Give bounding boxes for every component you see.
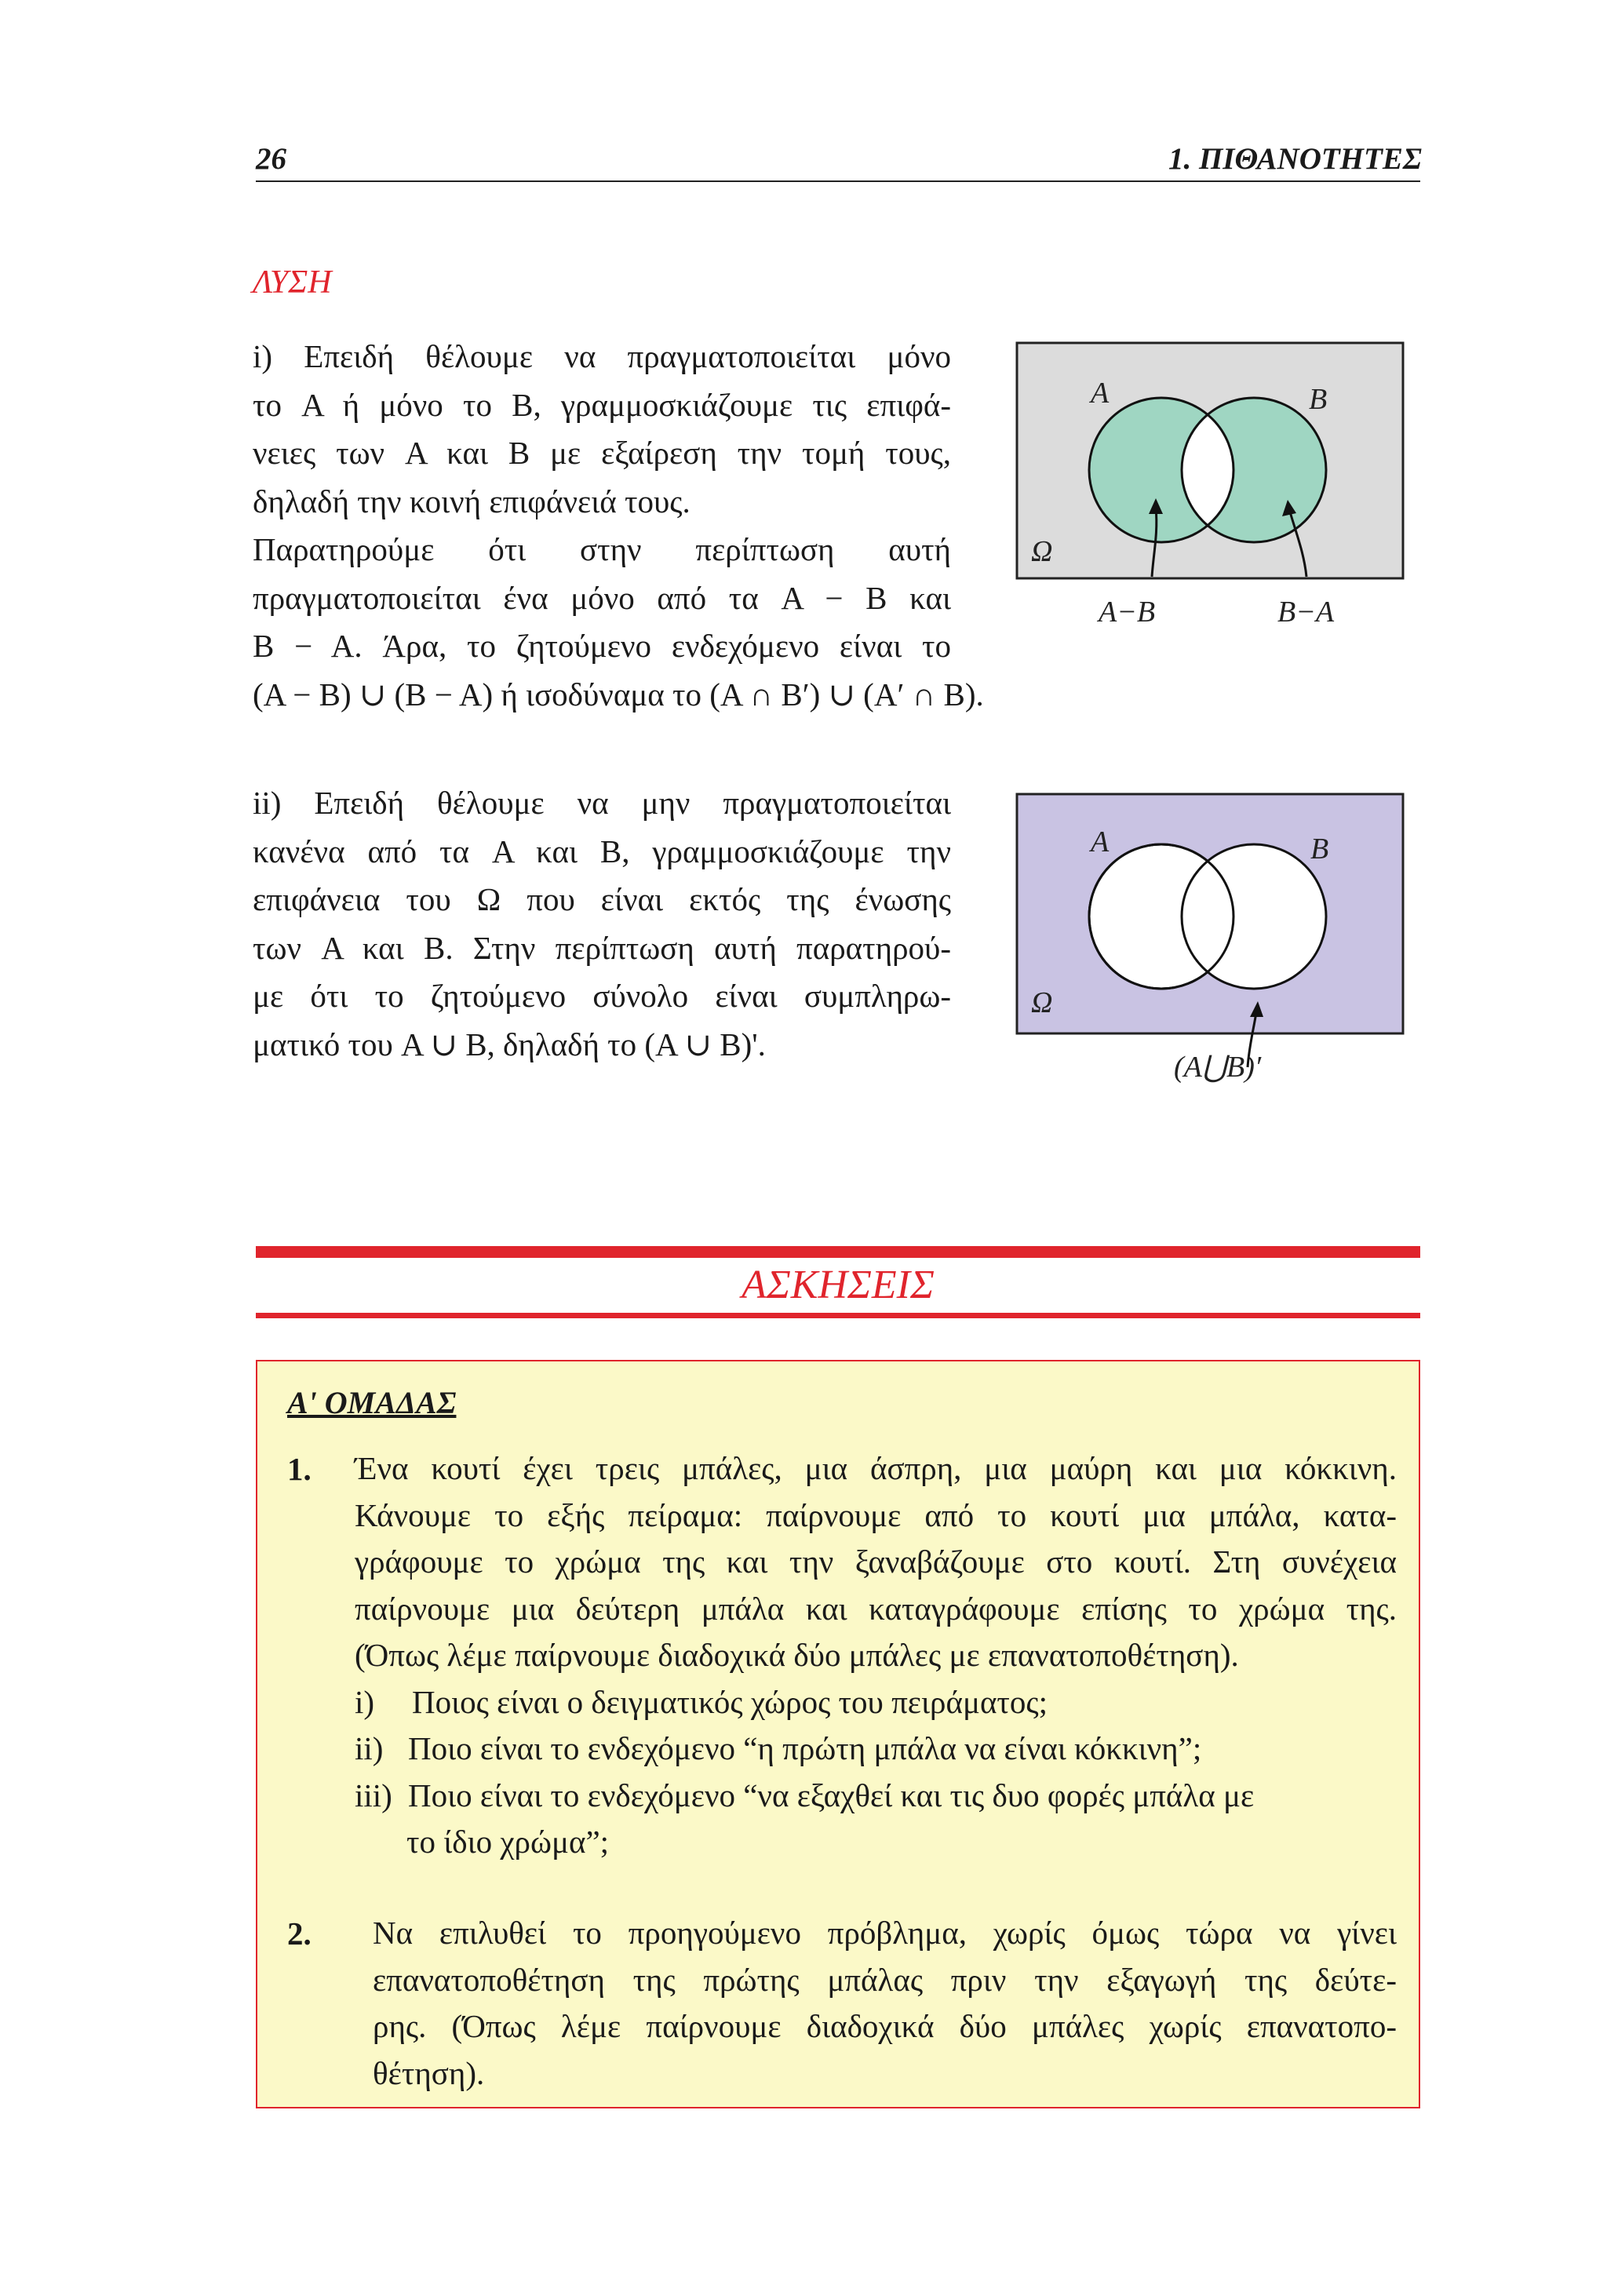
text-line: με ότι το ζητούμενο σύνολο είναι συμπληρω-	[253, 978, 951, 1014]
text-line: των A και B. Στην περίπτωση αυτή παρατηρού-	[253, 929, 951, 966]
subquestion-label: i)	[355, 1684, 375, 1720]
solution-title: ΛΥΣΗ	[253, 264, 332, 301]
text-line: ρης. (Όπως λέμε παίρνουμε διαδοχικά δύο μπάλες χωρίς επανατοπο-	[373, 2008, 1397, 2044]
text-line: B − A. Άρα, το ζητούμενο ενδεχόμενο είναι το	[253, 628, 951, 664]
text-line: επιφάνεια του Ω που είναι εκτός της ένωσης	[253, 881, 951, 917]
text-line: το A ή μόνο το B, γραμμοσκιάζουμε τις επιφά-	[253, 386, 951, 423]
text-line: (Όπως λέμε παίρνουμε διαδοχικά δύο μπάλες με επανατοποθέτηση).	[355, 1637, 1239, 1673]
subquestion-label: iii)	[355, 1777, 392, 1813]
solution-part-ii-text	[253, 779, 951, 1069]
exercise-1-text	[355, 1445, 1397, 1679]
label-a-minus-b: A−B	[1099, 596, 1156, 629]
text-line: γράφουμε το χρώμα της και την ξαναβάζουμε στο κουτί. Στη συνέχεια	[355, 1543, 1397, 1580]
page-number: 26	[256, 142, 286, 176]
text-line: ii) Επειδή θέλουμε να μην πραγματοποιείται	[253, 785, 951, 821]
label-a: A	[1091, 377, 1110, 410]
text-line: νειες των A και B με εξαίρεση την τομή τους,	[253, 435, 951, 471]
subquestion-text: Ποιος είναι ο δειγματικός χώρος του πειράματος;	[412, 1684, 1048, 1720]
label-b-minus-a: B−A	[1277, 596, 1335, 629]
text-line: κανένα από τα A και B, γραμμοσκιάζουμε την	[253, 833, 951, 869]
header-rule	[256, 180, 1420, 182]
text-line: θέτηση).	[373, 2054, 485, 2091]
subquestion-text: Ποιο είναι το ενδεχόμενο “η πρώτη μπάλα να είναι κόκκινη”;	[408, 1730, 1202, 1766]
solution-part-i-text	[253, 333, 984, 719]
subquestion-text: το ίδιο χρώμα”;	[406, 1824, 610, 1860]
text-line: πραγματοποιείται ένα μόνο από τα A − B και	[253, 579, 951, 616]
section-bar-bottom	[256, 1313, 1420, 1318]
text-line: Κάνουμε το εξής πείραμα: παίρνουμε από το κουτί μια μπάλα, κατα-	[355, 1496, 1397, 1533]
exercise-number: 1.	[287, 1451, 312, 1487]
text-line: Ένα κουτί έχει τρεις μπάλες, μια άσπρη, μια μαύρη και μια κόκκινη.	[355, 1450, 1397, 1486]
venn-diagram-difference	[1012, 341, 1420, 647]
label-a: A	[1091, 825, 1110, 858]
text-line: i) Επειδή θέλουμε να πραγματοποιείται μόνο	[253, 338, 951, 374]
set-b-circle	[1182, 844, 1326, 989]
exercise-2-text	[373, 1910, 1397, 2097]
text-line: δηλαδή την κοινή επιφάνειά τους.	[253, 483, 691, 519]
subquestion-label: ii)	[355, 1730, 384, 1766]
label-omega: Ω	[1031, 986, 1053, 1019]
venn-diagram-complement	[1012, 793, 1420, 1099]
text-line: Να επιλυθεί το προηγούμενο πρόβλημα, χωρίς όμως τώρα να γίνει	[373, 1915, 1397, 1951]
subquestion-text: Ποιο είναι το ενδεχόμενο “να εξαχθεί και τις δυο φορές μπάλα με	[408, 1777, 1255, 1813]
text-line: παίρνουμε μια δεύτερη μπάλα και καταγράφουμε επίσης το χρώμα της.	[355, 1590, 1397, 1627]
text-line: (A − B) ∪ (B − A) ή ισοδύναμα το (A ∩ B′) ∪ (A′ ∩ B).	[253, 676, 984, 712]
text-line: επανατοποθέτηση της πρώτης μπάλας πριν την εξαγωγή της δεύτε-	[373, 1961, 1397, 1998]
text-line: Παρατηρούμε ότι στην περίπτωση αυτή	[253, 531, 951, 567]
label-omega: Ω	[1031, 535, 1053, 568]
exercise-number: 2.	[287, 1915, 312, 1952]
chapter-title: 1. ΠΙΘΑΝΟΤΗΤΕΣ	[1168, 142, 1422, 176]
exercises-title: ΑΣΚΗΣΕΙΣ	[742, 1263, 935, 1307]
label-complement-union: (A⋃B)′	[1174, 1051, 1262, 1084]
label-b: B	[1309, 383, 1328, 416]
section-bar-top	[256, 1246, 1420, 1258]
group-title: Α' ΟΜΑΔΑΣ	[287, 1385, 457, 1420]
label-b: B	[1310, 833, 1329, 866]
text-line: ματικό του A ∪ B, δηλαδή το (A ∪ B)'.	[253, 1026, 766, 1062]
